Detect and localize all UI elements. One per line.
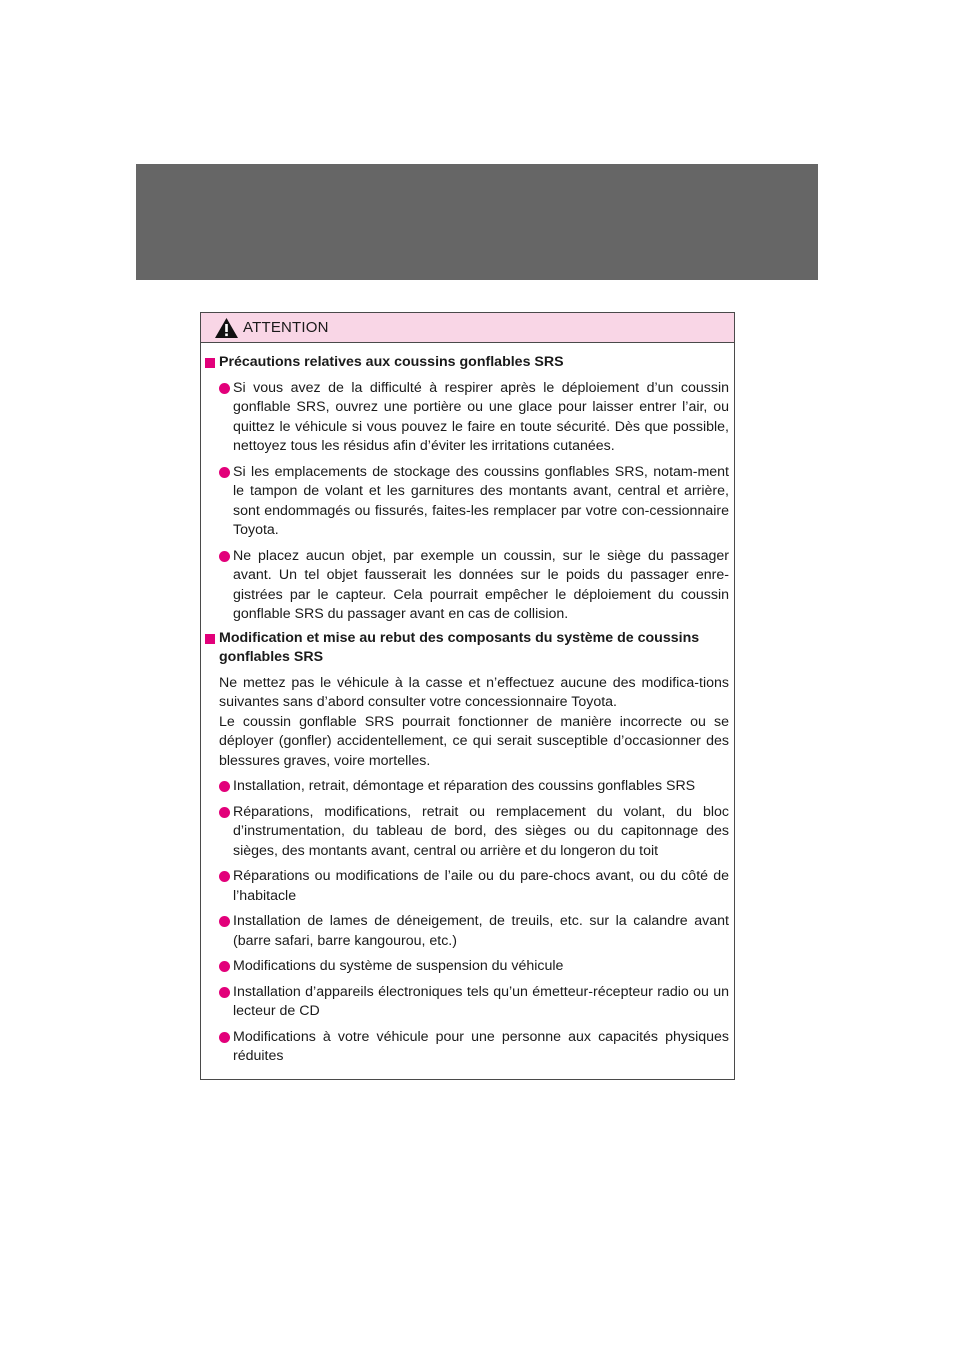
attention-header: [201, 313, 734, 343]
paragraph: Ne mettez pas le véhicule à la casse et n’effectuez aucune des modifica-tions suivantes sans d’abord consulter votre concessionnaire Toyota.: [219, 674, 729, 710]
section-heading-text: Modification et mise au rebut des composants du système de coussins gonflables SRS: [219, 629, 700, 665]
header-band: [136, 164, 818, 280]
list-item: [219, 983, 729, 1022]
dot-bullet-icon: [219, 961, 230, 972]
list-item: [219, 547, 729, 625]
list-item-text: Ne placez aucun objet, par exemple un coussin, sur le siège du passager avant. Un tel objet fausserait les données sur le poids du passager enre-gistrées par le capteur. Cela pourrait empêcher le déploiement du coussin gonflable SRS du passager avant en cas de collision.: [233, 547, 729, 622]
list-item-text: Réparations ou modifications de l’aile ou du pare-chocs avant, ou du côté de l’habitacle: [233, 868, 729, 904]
list-item-text: Réparations, modifications, retrait ou remplacement du volant, du bloc d’instrumentation, du tableau de bord, des sièges ou du capitonnage des sièges, des montants avant, central ou arrière et du longeron du toit: [233, 803, 729, 859]
list-item: [219, 379, 729, 457]
dot-bullet-icon: [219, 467, 230, 478]
list-item-text: Modifications à votre véhicule pour une personne aux capacités physiques réduites: [233, 1028, 729, 1064]
square-bullet-icon: [205, 358, 215, 368]
paragraph: Le coussin gonflable SRS pourrait fonctionner de manière incorrecte ou se déployer (gonfler) accidentellement, ce qui serait susceptible d’occasionner des blessures graves, voire mortelles.: [219, 713, 729, 769]
dot-bullet-icon: [219, 551, 230, 562]
warning-triangle-icon: [214, 317, 239, 339]
list-item: [219, 777, 729, 797]
dot-bullet-icon: [219, 807, 230, 818]
dot-bullet-icon: [219, 1032, 230, 1043]
section-paragraphs: [219, 674, 729, 772]
list-item: [219, 463, 729, 541]
list-item: [219, 1028, 729, 1067]
dot-bullet-icon: [219, 781, 230, 792]
list-item-text: Installation, retrait, démontage et réparation des coussins gonflables SRS: [233, 778, 696, 794]
square-bullet-icon: [205, 634, 215, 644]
list-item-text: Si les emplacements de stockage des coussins gonflables SRS, notam-ment le tampon de volant et les garnitures des montants avant, central et arrière, sont endommagés ou fissurés, faites-les remplacer par votre con-cessionnaire Toyota.: [233, 463, 729, 538]
dot-bullet-icon: [219, 916, 230, 927]
attention-title: ATTENTION: [243, 319, 329, 336]
dot-bullet-icon: [219, 383, 230, 394]
section-heading: [205, 353, 729, 373]
dot-bullet-icon: [219, 871, 230, 882]
list-item-text: Installation d’appareils électroniques tels qu’un émetteur-récepteur radio ou un lecteur de CD: [233, 983, 729, 1019]
list-item: [219, 957, 729, 977]
section-heading: [205, 629, 729, 668]
attention-content: [201, 343, 734, 1067]
list-item-text: Installation de lames de déneigement, de treuils, etc. sur la calandre avant (barre safari, barre kangourou, etc.): [233, 913, 729, 949]
dot-bullet-icon: [219, 987, 230, 998]
list-item: [219, 867, 729, 906]
list-item: [219, 803, 729, 862]
list-item-text: Modifications du système de suspension du véhicule: [233, 958, 564, 974]
list-item: [219, 912, 729, 951]
list-item-text: Si vous avez de la difficulté à respirer après le déploiement d’un coussin gonflable SRS, ouvrez une portière ou une glace pour laisser entrer l’air, ou quittez le véhicule si vous pouvez le faire en toute sécurité. Dès que possible, nettoyez tous les résidus afin d’éviter les irritations cutanées.: [233, 379, 729, 454]
attention-box: [200, 312, 735, 1080]
section-heading-text: Précautions relatives aux coussins gonflables SRS: [219, 354, 564, 370]
